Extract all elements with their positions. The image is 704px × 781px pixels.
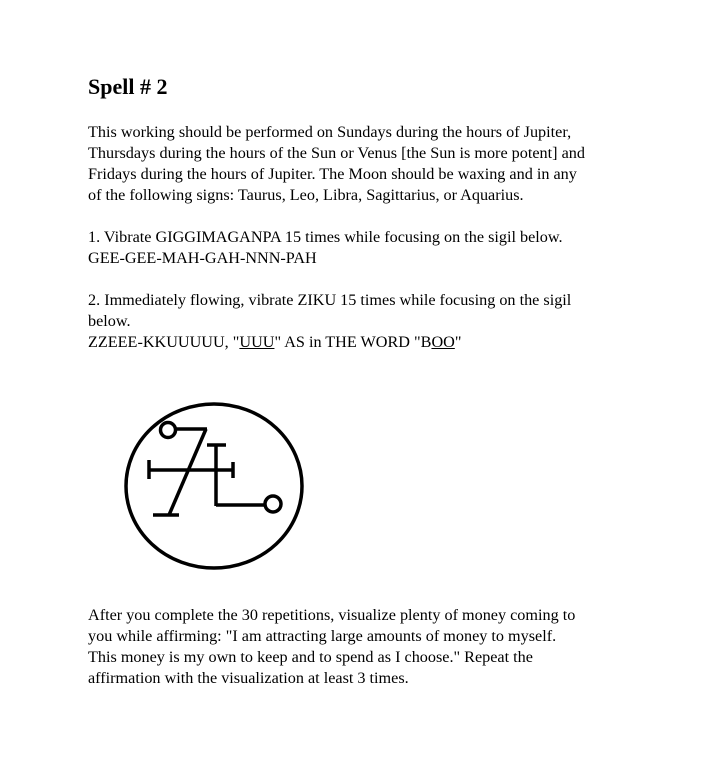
pron-text: " AS in THE WORD "B: [274, 333, 432, 351]
text-line: affirmation with the visualization at least 3 times.: [88, 669, 409, 687]
text-line: you while affirming: "I am attracting large amounts of money to myself.: [88, 627, 557, 645]
text-line: 2. Immediately flowing, vibrate ZIKU 15 times while focusing on the sigil: [88, 291, 572, 309]
text-line: Fridays during the hours of Jupiter. The Moon should be waxing and in any: [88, 165, 577, 183]
pron-text: ": [454, 333, 462, 351]
text-line: After you complete the 30 repetitions, visualize plenty of money coming to: [88, 606, 576, 624]
text-line: Thursdays during the hours of the Sun or Venus [the Sun is more potent] and: [88, 144, 585, 162]
sigil-small-circle-left: [161, 423, 176, 438]
text-line: This money is my own to keep and to spend as I choose." Repeat the: [88, 648, 533, 666]
text-line: below.: [88, 312, 131, 330]
page-title: Spell # 2: [88, 74, 168, 99]
text-line: of the following signs: Taurus, Leo, Libra, Sagittarius, or Aquarius.: [88, 186, 524, 204]
text-line: This working should be performed on Sundays during the hours of Jupiter,: [88, 123, 572, 141]
sigil-small-circle-right: [265, 496, 281, 512]
pronunciation-line: GEE-GEE-MAH-GAH-NNN-PAH: [88, 249, 317, 267]
sigil-line: [169, 429, 206, 515]
closing-paragraph: [88, 605, 668, 689]
pron-text: ZZEEE-KKUUUUU, ": [88, 333, 240, 351]
pron-underlined: UUU: [239, 333, 275, 351]
pron-underlined: OO: [431, 333, 455, 351]
sigil-outer-circle: [126, 404, 302, 568]
text-line: 1. Vibrate GIGGIMAGANPA 15 times while focusing on the sigil below.: [88, 228, 563, 246]
